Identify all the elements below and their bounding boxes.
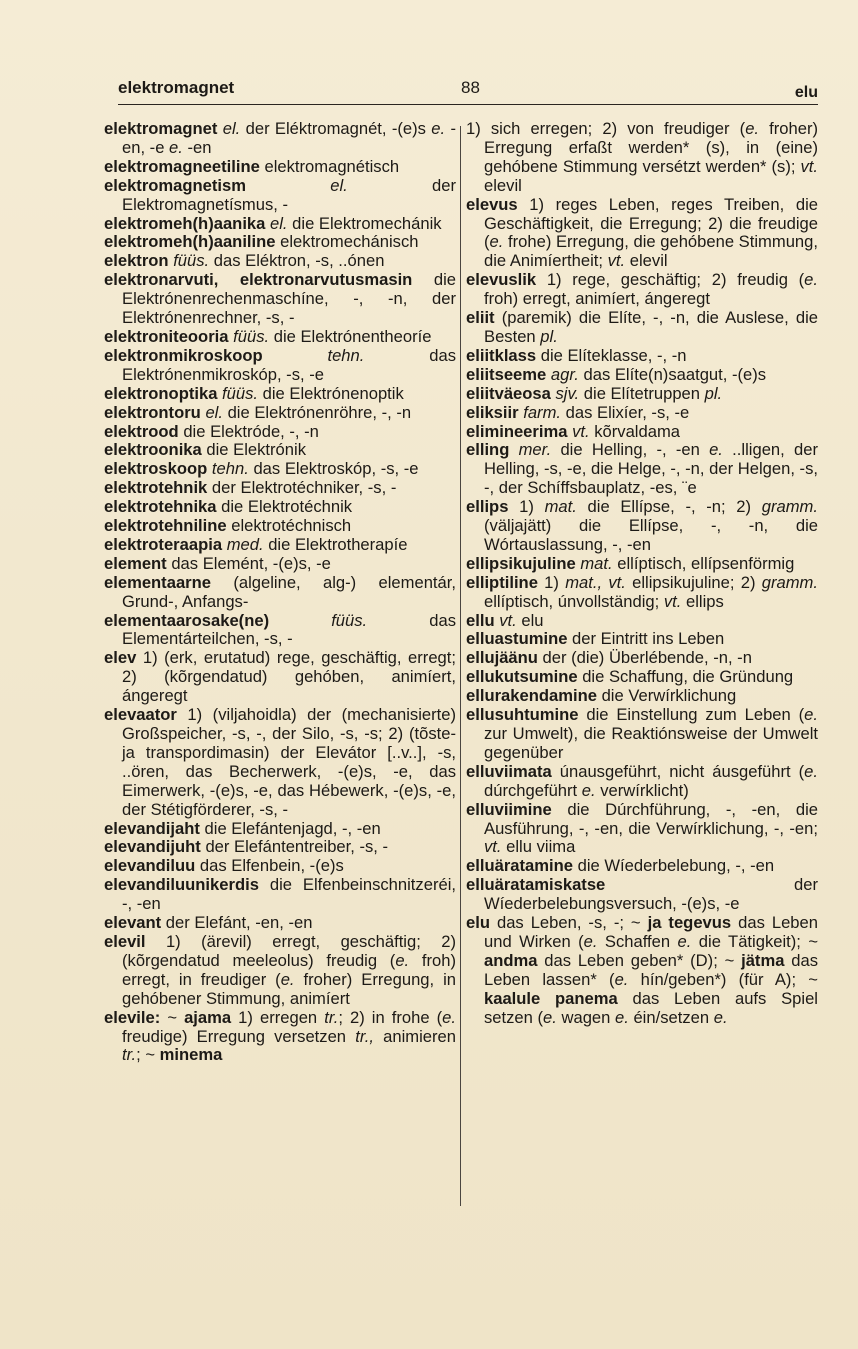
- usage-label: e.: [543, 1007, 557, 1027]
- usage-label: tr.,: [355, 1026, 374, 1046]
- usage-label: füüs.: [331, 610, 368, 630]
- dictionary-entry: [104, 820, 456, 839]
- definition-text: elektromechánisch: [275, 232, 419, 252]
- headword: ja tegevus: [647, 913, 732, 933]
- headword: elevant: [104, 913, 162, 933]
- usage-label: el.: [330, 175, 348, 195]
- usage-label: el.: [222, 120, 241, 138]
- usage-label: mat.: [580, 553, 613, 573]
- usage-label: sjv.: [555, 383, 580, 403]
- dictionary-entry: [466, 706, 818, 763]
- dictionary-entry: [104, 517, 456, 536]
- usage-label: vt.: [499, 610, 517, 630]
- usage-label: pl.: [704, 383, 723, 403]
- dictionary-entry: [466, 612, 818, 631]
- headword: elluviimata: [466, 761, 552, 781]
- dictionary-entry: [104, 271, 456, 328]
- usage-label: el.: [270, 213, 288, 233]
- dictionary-entry: [466, 441, 818, 498]
- usage-label: pl.: [540, 326, 558, 346]
- dictionary-entry: [466, 366, 818, 385]
- definition-text: die Elektrónentheoríe: [269, 326, 432, 346]
- dictionary-entry: [466, 687, 818, 706]
- headword: elevandiluunikerdis: [104, 875, 259, 895]
- dictionary-entry: [104, 933, 456, 1009]
- definition-text: das Elfenbein, -(e)s: [195, 856, 344, 876]
- definition-text: ellu viima: [501, 837, 576, 857]
- headword: jätma: [741, 950, 785, 970]
- usage-label: mer.: [518, 440, 552, 460]
- headword: elevandijaht: [104, 818, 200, 838]
- definition-text: die Elektrónenoptik: [258, 383, 404, 403]
- definition-text: das Elixíer, -s, -e: [561, 402, 690, 422]
- headword: elektrotehniline: [104, 516, 227, 536]
- dictionary-entry: [104, 385, 456, 404]
- definition-text: zur Umwelt), die Reaktiónsweise der Umwelt gegenüber: [484, 724, 818, 762]
- headword: kaalule panema: [484, 988, 618, 1008]
- headword: elluäratamine: [466, 856, 573, 876]
- definition-text: -en, -e: [122, 120, 456, 157]
- definition-text: elu: [516, 610, 544, 630]
- definition-text: der (die) Überlébende, -n, -n: [537, 648, 752, 668]
- dictionary-entry: [104, 423, 456, 442]
- dictionary-entry: [466, 574, 818, 612]
- definition-text: das Elektroskóp, -s, -e: [248, 459, 419, 479]
- definition-text: -en: [182, 137, 212, 157]
- usage-label: tr.: [122, 1045, 137, 1065]
- headword: elevile:: [104, 1007, 161, 1027]
- header-guide-word-left: elektromagnet: [118, 78, 235, 97]
- definition-text: ellipsikujuline; 2): [625, 572, 762, 592]
- definition-text: (algeline, alg-) elementár, Grund-, Anfangs-: [122, 572, 456, 611]
- definition-text: das Elementárteilchen, -s, -: [122, 610, 456, 649]
- definition-text: das Elemént, -(e)s, -e: [166, 553, 331, 573]
- definition-text: 1) sich erregen; 2) von freudiger (: [466, 120, 746, 138]
- usage-label: vt.: [663, 591, 682, 611]
- usage-label: e.: [169, 137, 183, 157]
- headword: eliitseeme: [466, 364, 547, 384]
- definition-text: das Leben geben* (D); ~: [537, 950, 742, 970]
- headword: elektromagnet: [104, 120, 218, 138]
- dictionary-entry: [104, 574, 456, 612]
- usage-label: vt.: [484, 837, 502, 857]
- dictionary-entry: [104, 914, 456, 933]
- dictionary-entry: [466, 347, 818, 366]
- headword: ellusuhtumine: [466, 705, 579, 725]
- dictionary-entry: [466, 876, 818, 914]
- definition-text: ellips: [681, 591, 724, 611]
- usage-label: gramm.: [761, 497, 818, 517]
- dictionary-entry: [104, 876, 456, 914]
- definition-text: elektromagnétisch: [259, 156, 400, 176]
- dictionary-entry: [104, 555, 456, 574]
- definition-text: der Elektromagnetísmus, -: [122, 175, 456, 214]
- definition-text: [263, 346, 328, 365]
- usage-label: tehn.: [327, 345, 365, 365]
- definition-text: der Eintritt ins Leben: [567, 629, 725, 649]
- headword: elektroskoop: [104, 459, 208, 479]
- usage-label: füüs.: [173, 251, 210, 271]
- page-number: 88: [461, 78, 480, 97]
- dictionary-entry: [104, 120, 456, 158]
- definition-text: froher) Erregung, in gehóbener Stimmung, animíert: [122, 969, 456, 1008]
- definition-text: der Eléktromagnét, -(e)s: [240, 120, 432, 138]
- dictionary-entry: [104, 649, 456, 706]
- usage-label: e.: [431, 120, 446, 138]
- dictionary-entry: [104, 706, 456, 819]
- usage-label: e.: [581, 780, 596, 800]
- headword: ellu: [466, 610, 495, 630]
- headword: elektronmikroskoop: [104, 345, 263, 365]
- definition-text: die Elektrotéchnik: [216, 497, 353, 517]
- dictionary-entry: [104, 536, 456, 555]
- definition-text: elevil: [484, 175, 522, 195]
- headword: ajama: [184, 1007, 232, 1027]
- headword: ellukutsumine: [466, 667, 578, 687]
- dictionary-entry: [104, 328, 456, 347]
- dictionary-entry: [466, 498, 818, 555]
- definition-text: die Elektrónenröhre, -, -n: [222, 402, 412, 422]
- definition-text: freudige) Erregung versetzen: [122, 1026, 356, 1046]
- usage-label: el.: [205, 402, 223, 422]
- definition-text: das Leben, -s, -; ~: [489, 913, 648, 933]
- definition-text: ellíptisch, ellípsenförmig: [612, 553, 795, 573]
- definition-text: die Helling, -, -en: [551, 440, 710, 460]
- headword: elektrotehnika: [104, 497, 217, 517]
- definition-text: die Wíederbelebung, -, -en: [572, 856, 775, 876]
- definition-text: éin/setzen: [628, 1007, 714, 1027]
- headword: eliksiir: [466, 402, 519, 422]
- usage-label: mat., vt.: [565, 572, 626, 592]
- dictionary-entry: [466, 196, 818, 272]
- headword: elektrotehnik: [104, 478, 208, 498]
- headword: elluviimine: [466, 799, 552, 819]
- headword: elimineerima: [466, 421, 568, 441]
- headword: elevaator: [104, 705, 177, 725]
- usage-label: med.: [226, 534, 264, 554]
- dictionary-entry: [104, 252, 456, 271]
- headword: elektromeh(h)aaniline: [104, 232, 276, 252]
- headword: elektron: [104, 251, 169, 271]
- dictionary-entry: [104, 404, 456, 423]
- definition-text: animieren: [373, 1026, 456, 1046]
- definition-text: das Leben aufs Spiel setzen (: [484, 988, 818, 1027]
- dictionary-entry: [466, 649, 818, 668]
- headword: eliitväeosa: [466, 383, 551, 403]
- headword: elektroteraapia: [104, 534, 223, 554]
- headword: elu: [466, 913, 490, 933]
- definition-text: das Elektrónenmikroskóp, -s, -e: [122, 345, 456, 384]
- definition-text: die Elektrotherapíe: [263, 534, 408, 554]
- usage-label: farm.: [523, 402, 562, 422]
- dictionary-entry: [466, 555, 818, 574]
- left-column: [104, 120, 456, 1325]
- definition-text: kõrvaldama: [589, 421, 681, 441]
- headword: elevuslik: [466, 270, 537, 290]
- definition-text: die Elfenbeinschnitzeréi, -, -en: [122, 875, 456, 914]
- definition-text: únausgeführt, nicht áusgeführt (: [551, 761, 805, 781]
- definition-text: 1): [508, 497, 545, 517]
- headword: element: [104, 553, 167, 573]
- headword: elevandiluu: [104, 856, 196, 876]
- headword: elementaarne: [104, 572, 211, 592]
- usage-label: agr.: [550, 364, 579, 384]
- usage-label: vt.: [572, 421, 590, 441]
- usage-label: e.: [745, 120, 760, 138]
- definition-text: ; 2) in frohe (: [338, 1007, 443, 1027]
- usage-label: füüs.: [222, 383, 259, 403]
- headword: elevandijuht: [104, 837, 201, 857]
- definition-text: der Elefánt, -en, -en: [161, 913, 313, 933]
- dictionary-entry: [104, 1009, 456, 1066]
- definition-text: die Einstellung zum Leben (: [578, 705, 805, 725]
- definition-text: elevil: [625, 251, 668, 271]
- headword: ellujäänu: [466, 648, 538, 668]
- definition-text: das Leben lassen* (: [484, 950, 818, 989]
- usage-label: gramm.: [761, 572, 818, 592]
- dictionary-entry: [104, 479, 456, 498]
- definition-text: das Elíte(n)saatgut, -(e)s: [578, 364, 767, 384]
- column-divider: [460, 126, 461, 1206]
- dictionary-entry: [104, 158, 456, 177]
- definition-text: ellíptisch, únvollständig;: [484, 591, 664, 611]
- dictionary-entry: [466, 404, 818, 423]
- usage-label: e.: [489, 232, 504, 252]
- usage-label: e.: [709, 440, 723, 460]
- usage-label: füüs.: [233, 326, 270, 346]
- definition-text: frohe) Erregung, die gehóbene Stimmung, die Animíertheit;: [484, 232, 818, 271]
- dictionary-entry: [466, 668, 818, 687]
- usage-label: vt.: [800, 156, 818, 176]
- headword: elevil: [104, 931, 146, 951]
- definition-text: der Wíederbelebungsversuch, -(e)s, -e: [484, 875, 818, 914]
- definition-text: Schaffen: [597, 931, 678, 951]
- headword: ellurakendamine: [466, 686, 597, 706]
- dictionary-entry: [466, 309, 818, 347]
- definition-text: die Schaffung, die Gründung: [577, 667, 794, 687]
- dictionary-entry: [104, 233, 456, 252]
- dictionary-entry: [466, 120, 818, 196]
- definition-text: die Elíteklasse, -, -n: [536, 345, 687, 365]
- definition-text: elektrotéchnisch: [226, 516, 352, 536]
- usage-label: tehn.: [211, 459, 249, 479]
- definition-text: die Elektrónenrechenmaschíne, -, -n, der Elektrónenrechner, -s, -: [122, 270, 456, 328]
- definition-text: 1) (erk, erutatud) rege, geschäftig, erregt; 2) (kõrgendatud) gehóben, animíert, ángeregt: [122, 648, 456, 706]
- definition-text: die Ellípse, -, -n; 2): [576, 497, 762, 517]
- definition-text: die Dúrchführung, -, -en, die Ausführung, -, -en, die Verwírklichung, -, -en;: [484, 799, 818, 838]
- headword: elektronarvuti, elektronarvutusmasin: [104, 270, 413, 290]
- definition-text: [246, 176, 330, 195]
- headword: ellips: [466, 497, 509, 517]
- definition-text: die Elítetruppen: [579, 383, 705, 403]
- headword: elektroniteooria: [104, 326, 229, 346]
- usage-label: tr.: [324, 1007, 339, 1027]
- dictionary-entry: [104, 498, 456, 517]
- headword: elev: [104, 648, 137, 668]
- dictionary-entry: [104, 612, 456, 650]
- page-header: [118, 70, 818, 105]
- dictionary-entry: [104, 857, 456, 876]
- usage-label: e.: [615, 1007, 629, 1027]
- definition-text: der Elefántentreiber, -s, -: [200, 837, 389, 857]
- definition-text: die Verwírklichung: [596, 686, 737, 706]
- headword: elektromeh(h)aanika: [104, 213, 266, 233]
- definition-text: die Elefántenjagd, -, -en: [199, 818, 381, 838]
- dictionary-entry: [466, 271, 818, 309]
- dictionary-entry: [104, 838, 456, 857]
- usage-label: e.: [713, 1007, 728, 1027]
- definition-text: ~: [160, 1007, 185, 1027]
- definition-text: (väljajätt) die Ellípse, -, -n, die Wórtauslassung, -, -en: [484, 516, 818, 554]
- headword: minema: [159, 1045, 223, 1065]
- definition-text: ..lligen, der Helling, -s, -e, die Helge, -, -n, der Helgen, -s, -, der Schíffsbauplatz, -es, ¨e: [484, 440, 818, 498]
- headword: elluastumine: [466, 629, 568, 649]
- headword: elektrood: [104, 421, 179, 441]
- definition-text: 1) (viljahoidla) der (mechanisierte) Großspeicher, -s, -, der Silo, -s, -s; 2) (tõste- ja transpordimasin) der Elevátor [..v..], -s, ..ören, das Becherwerk, -(e)s, -e, das Eimerwerk, -(e)s, -e, das Hébewerk, -(e)s, -e, der Stétigförderer, -s, -: [122, 705, 456, 819]
- headword: ellipsikujuline: [466, 553, 576, 573]
- headword: elektromagnetism: [104, 175, 247, 195]
- usage-label: e.: [442, 1007, 456, 1027]
- headword: elevus: [466, 194, 518, 214]
- headword: elektrontoru: [104, 402, 201, 422]
- dictionary-entry: [104, 347, 456, 385]
- dictionary-entry: [466, 801, 818, 858]
- usage-label: e.: [804, 270, 818, 290]
- dictionary-entry: [466, 630, 818, 649]
- definition-text: die Elektróde, -, -n: [178, 421, 319, 441]
- definition-text: 1) (ärevil) erregt, geschäftig; 2) (kõrgendatud meeleolus) freudig (: [122, 931, 456, 970]
- definition-text: [509, 440, 518, 459]
- definition-text: der Elektrotéchniker, -s, -: [207, 478, 397, 498]
- usage-label: mat.: [544, 497, 577, 517]
- definition-text: froh) erregt, animíert, ángeregt: [484, 289, 710, 309]
- usage-label: e.: [804, 705, 818, 725]
- headword: eliit: [466, 308, 495, 328]
- header-guide-word-right: elu: [794, 84, 818, 101]
- dictionary-entry: [466, 914, 818, 1027]
- dictionary-entry: [466, 763, 818, 801]
- dictionary-entry: [104, 460, 456, 479]
- usage-label: e.: [614, 969, 629, 989]
- definition-text: ; ~: [136, 1045, 160, 1065]
- definition-text: (paremik) die Elíte, -, -n, die Auslese, die Besten: [484, 308, 818, 346]
- definition-text: froher) Erregung erfaßt werden* (s), in (eine) gehóbene Stimmung versétzt werden* (s);: [484, 120, 818, 176]
- definition-text: wagen: [556, 1007, 615, 1027]
- headword: elektroonika: [104, 440, 202, 460]
- definition-text: die Elektrónik: [201, 440, 306, 460]
- definition-text: dúrchgeführt: [484, 780, 582, 800]
- definition-text: 1) erregen: [231, 1007, 325, 1027]
- usage-label: e.: [395, 950, 410, 970]
- definition-text: verwírklicht): [595, 780, 689, 800]
- definition-text: froh) erregt, in freudiger (: [122, 950, 456, 989]
- dictionary-entry: [466, 385, 818, 404]
- definition-text: hín/geben*) (für A); ~: [628, 969, 818, 989]
- headword: eliitklass: [466, 345, 537, 365]
- right-column: [466, 120, 818, 1325]
- definition-text: das Leben und Wirken (: [484, 913, 818, 951]
- definition-text: [269, 611, 331, 630]
- dictionary-entry: [104, 215, 456, 234]
- headword: elektronoptika: [104, 383, 218, 403]
- usage-label: e.: [677, 931, 692, 951]
- definition-text: 1): [537, 572, 566, 592]
- headword: elektromagneetiline: [104, 156, 260, 176]
- definition-text: die Elektromechánik: [287, 213, 442, 233]
- headword: elling: [466, 440, 510, 460]
- headword: elluäratamiskatse: [466, 875, 606, 895]
- headword: elementaarosake(ne): [104, 610, 270, 630]
- definition-text: 1) reges Leben, reges Treiben, die Geschäftigkeit, die Erregung; 2) die freudige (: [484, 194, 818, 252]
- definition-text: die Tätigkeit); ~: [691, 931, 818, 951]
- definition-text: 1) rege, geschäftig; 2) freudig (: [536, 270, 805, 290]
- usage-label: e.: [583, 931, 598, 951]
- dictionary-entry: [104, 177, 456, 215]
- dictionary-entry: [466, 423, 818, 442]
- usage-label: vt.: [607, 251, 626, 271]
- headword: elliptiline: [466, 572, 538, 592]
- headword: andma: [484, 950, 538, 970]
- usage-label: e.: [804, 761, 818, 781]
- usage-label: e.: [280, 969, 295, 989]
- dictionary-entry: [104, 441, 456, 460]
- dictionary-entry: [466, 857, 818, 876]
- definition-text: das Eléktron, -s, ..ónen: [209, 251, 385, 271]
